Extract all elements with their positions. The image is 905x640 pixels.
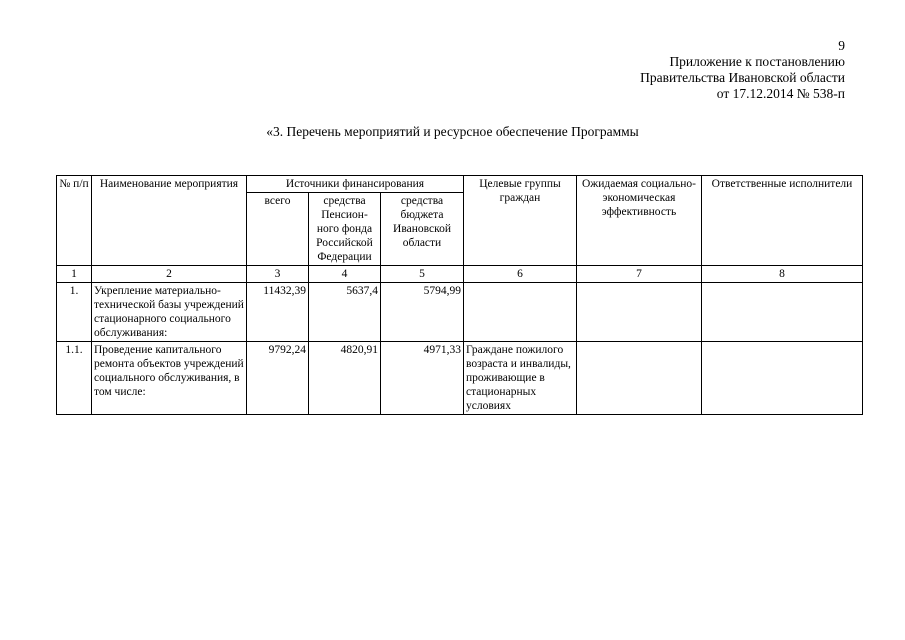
row-pension: 4820,91 bbox=[309, 342, 381, 415]
row-num: 1. bbox=[57, 283, 92, 342]
row-name: Проведение капитального ремонта объектов учреждений социального обслуживания, в том числе: bbox=[92, 342, 247, 415]
col-number: 8 bbox=[702, 266, 863, 283]
column-number-row bbox=[57, 266, 863, 283]
row-pension: 5637,4 bbox=[309, 283, 381, 342]
col-header-target: Целевые группы граждан bbox=[464, 176, 577, 266]
col-header-name: Наименование мероприятия bbox=[92, 176, 247, 266]
col-header-effect: Ожидаемая социально-экономическая эффективность bbox=[577, 176, 702, 266]
col-number: 2 bbox=[92, 266, 247, 283]
row-budget: 4971,33 bbox=[381, 342, 464, 415]
col-number: 7 bbox=[577, 266, 702, 283]
col-header-pension: средства Пенсион-ного фонда Российской Федерации bbox=[309, 193, 381, 266]
col-header-budget: средства бюджета Ивановской области bbox=[381, 193, 464, 266]
document-title: «3. Перечень мероприятий и ресурсное обеспечение Программы bbox=[266, 124, 639, 139]
header-line-1: Приложение к постановлению bbox=[669, 54, 845, 69]
row-effect bbox=[577, 283, 702, 342]
row-resp bbox=[702, 283, 863, 342]
row-total: 11432,39 bbox=[247, 283, 309, 342]
row-target bbox=[464, 283, 577, 342]
col-number: 3 bbox=[247, 266, 309, 283]
header-row-1 bbox=[57, 176, 863, 193]
document-header bbox=[640, 38, 845, 102]
col-number: 1 bbox=[57, 266, 92, 283]
row-num: 1.1. bbox=[57, 342, 92, 415]
header-line-3: от 17.12.2014 № 538-п bbox=[716, 86, 845, 101]
table-row bbox=[57, 342, 863, 415]
row-total: 9792,24 bbox=[247, 342, 309, 415]
col-number: 5 bbox=[381, 266, 464, 283]
row-effect bbox=[577, 342, 702, 415]
row-budget: 5794,99 bbox=[381, 283, 464, 342]
table-row bbox=[57, 283, 863, 342]
col-header-sources: Источники финансирования bbox=[247, 176, 464, 193]
row-resp bbox=[702, 342, 863, 415]
program-table bbox=[56, 175, 863, 415]
col-header-num: № п/п bbox=[57, 176, 92, 266]
header-line-2: Правительства Ивановской области bbox=[640, 70, 845, 85]
col-header-resp: Ответственные исполнители bbox=[702, 176, 863, 266]
row-target: Граждане пожилого возраста и инвалиды, проживающие в стационарных условиях bbox=[464, 342, 577, 415]
col-number: 6 bbox=[464, 266, 577, 283]
page-number: 9 bbox=[838, 38, 845, 53]
col-header-total: всего bbox=[247, 193, 309, 266]
row-name: Укрепление материально-технической базы учреждений стационарного социального обслуживания: bbox=[92, 283, 247, 342]
col-number: 4 bbox=[309, 266, 381, 283]
